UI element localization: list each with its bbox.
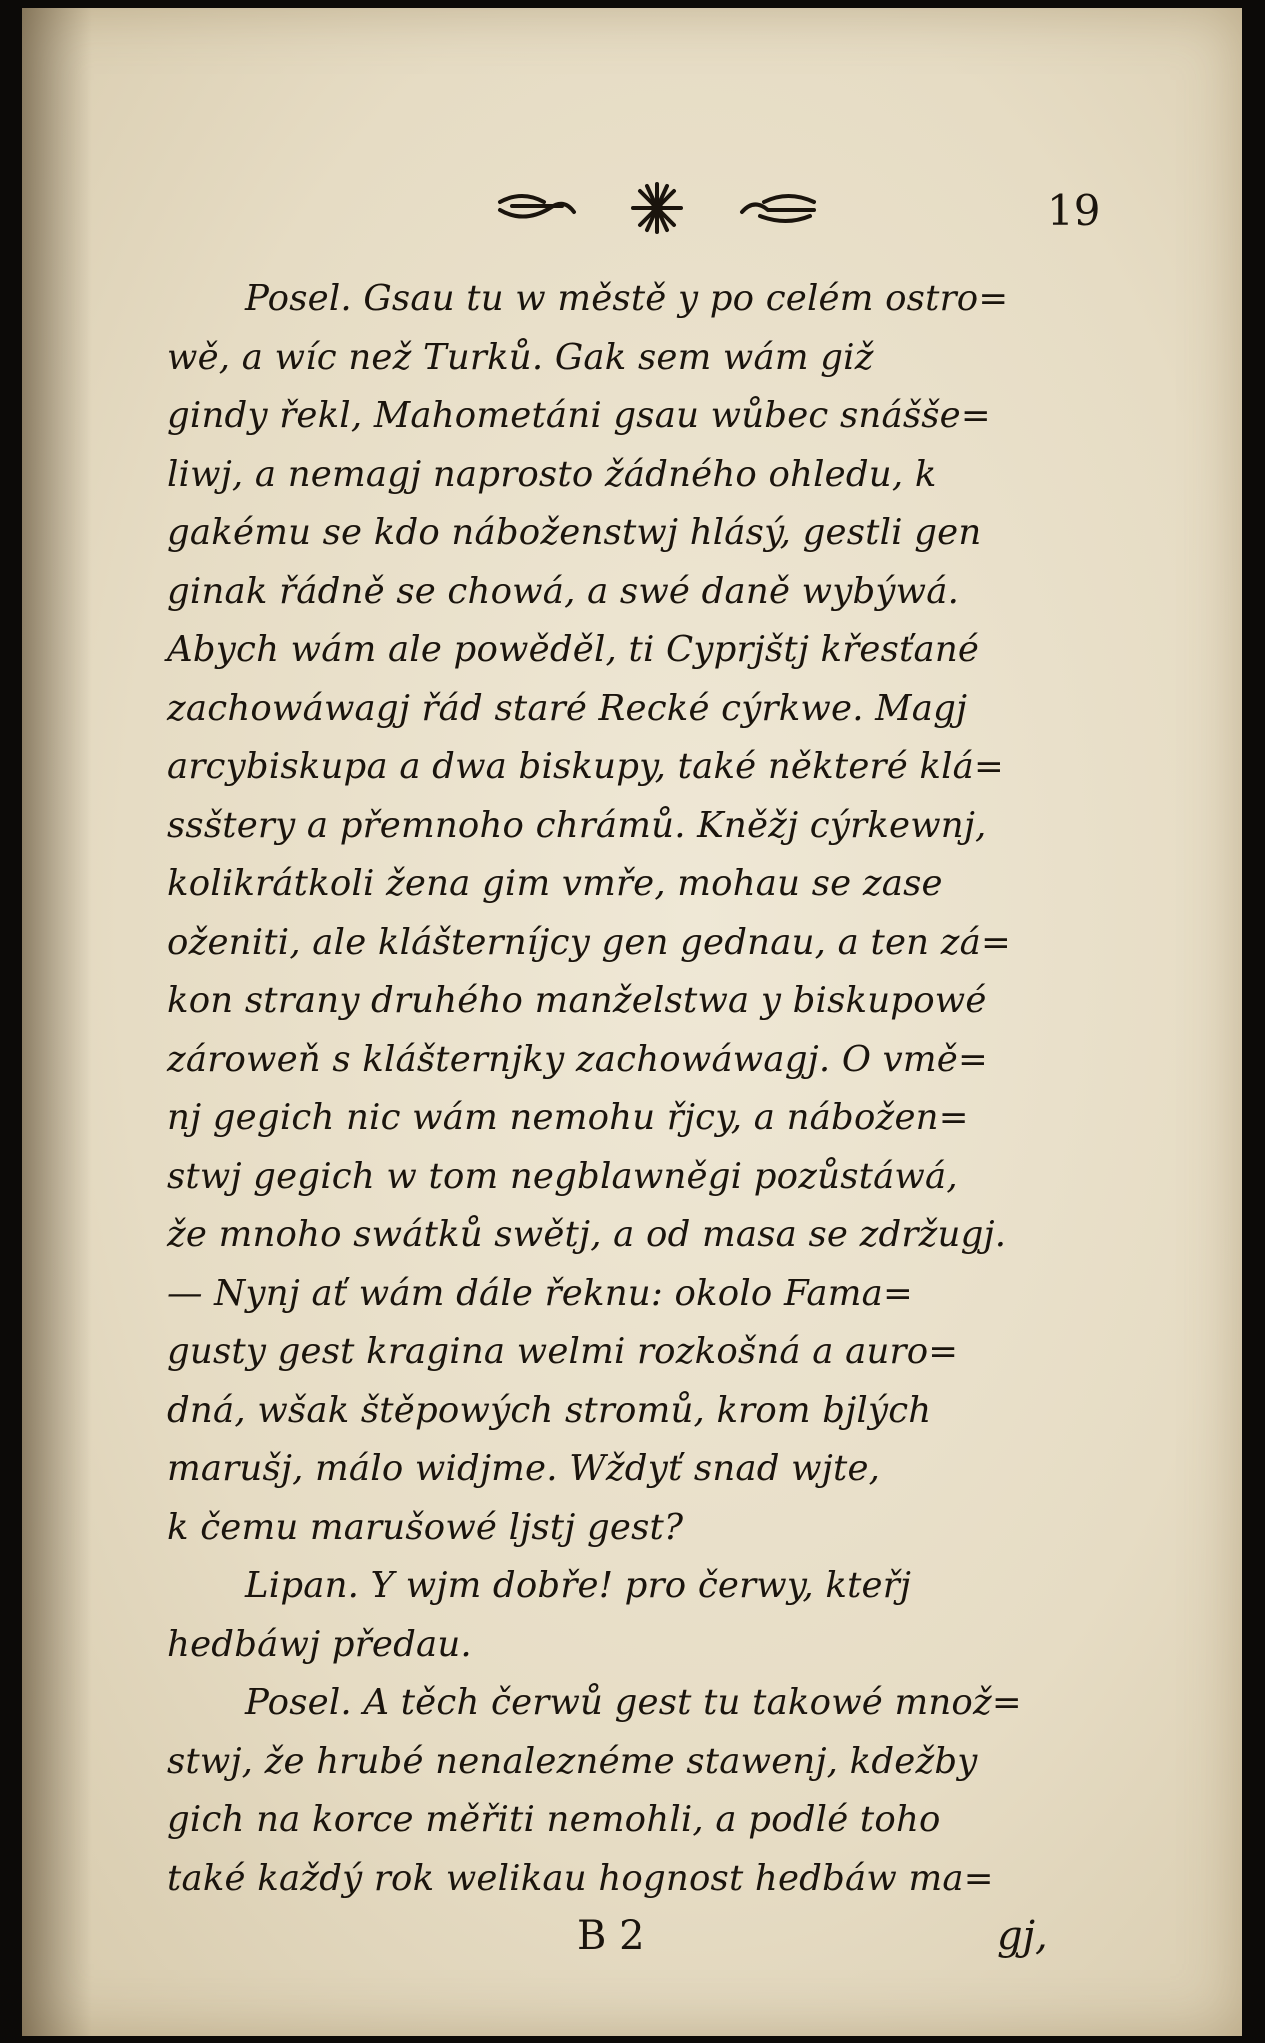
- text-line: hedbáwj předau.: [167, 1623, 472, 1665]
- paper-sheet: [22, 8, 1242, 2036]
- text-line: že mnoho swátků swětj, a od masa se zdržugj.: [167, 1214, 1007, 1255]
- text-line: — Nynj ať wám dále řeknu: okolo Fama=: [167, 1272, 913, 1314]
- binding-shadow: [22, 8, 92, 2036]
- text-line: Lipan. Y wjm dobře! pro čerwy, kteřj: [245, 1565, 912, 1606]
- text-line: ssštery a přemnoho chrámů. Kněžj cýrkewnj,: [167, 804, 987, 846]
- text-line: nj gegich nic wám nemohu řjcy, a nábožen=: [167, 1097, 969, 1138]
- text-line: ginak řádně se chowá, a swé daně wybýwá.: [167, 570, 960, 612]
- catchword: gj,: [997, 1913, 1048, 1959]
- text-line: gindy řekl, Mahometáni gsau wůbec snášše=: [167, 395, 991, 436]
- page-header: [22, 178, 1242, 248]
- ornament-icon: [492, 178, 822, 238]
- text-line: Posel. Gsau tu w městě y po celém ostro=: [245, 278, 1009, 319]
- text-line: wě, a wíc než Turků. Gak sem wám giž: [167, 336, 874, 378]
- text-line: kolikrátkoli žena gim vmře, mohau se zase: [167, 863, 943, 904]
- text-line: liwj, a nemagj naprosto žádného ohledu, k: [167, 453, 937, 495]
- text-line: také každý rok welikau hognost hedbáw ma=: [167, 1857, 994, 1899]
- page-footer: [22, 1913, 1242, 1973]
- text-line: gusty gest kragina welmi rozkošná a auro=: [167, 1331, 959, 1372]
- text-line: dná, wšak štěpowých stromů, krom bjlých: [167, 1389, 932, 1431]
- page-number: 19: [1047, 186, 1101, 235]
- signature-mark: B 2: [577, 1913, 645, 1959]
- text-line: gich na korce měřiti nemohli, a podlé toho: [167, 1799, 941, 1840]
- text-line: stwj gegich w tom negblawněgi pozůstáwá,: [167, 1155, 958, 1197]
- text-line: Posel. A těch čerwů gest tu takowé množ=: [245, 1682, 1022, 1723]
- text-line: zachowáwagj řád staré Recké cýrkwe. Magj: [167, 687, 968, 729]
- text-line: marušj, málo widjme. Wždyť snad wjte,: [167, 1448, 881, 1489]
- text-line: k čemu marušowé ljstj gest?: [167, 1506, 684, 1548]
- text-line: zároweň s klášternjky zachowáwagj. O vmě=: [167, 1038, 988, 1080]
- text-line: oženiti, ale klášterníjcy gen gednau, a ten zá=: [167, 921, 1011, 963]
- text-line: arcybiskupa a dwa biskupy, také některé klá=: [167, 746, 1004, 787]
- text-line: kon strany druhého manželstwa y biskupowé: [167, 980, 987, 1021]
- text-line: stwj, že hrubé nenaleznéme stawenj, kdežby: [167, 1740, 978, 1782]
- body-text: [167, 270, 1102, 1908]
- text-line: Abych wám ale powěděl, ti Cyprjštj křesťané: [167, 629, 980, 670]
- text-line: gakému se kdo náboženstwj hlásý, gestli gen: [167, 512, 982, 553]
